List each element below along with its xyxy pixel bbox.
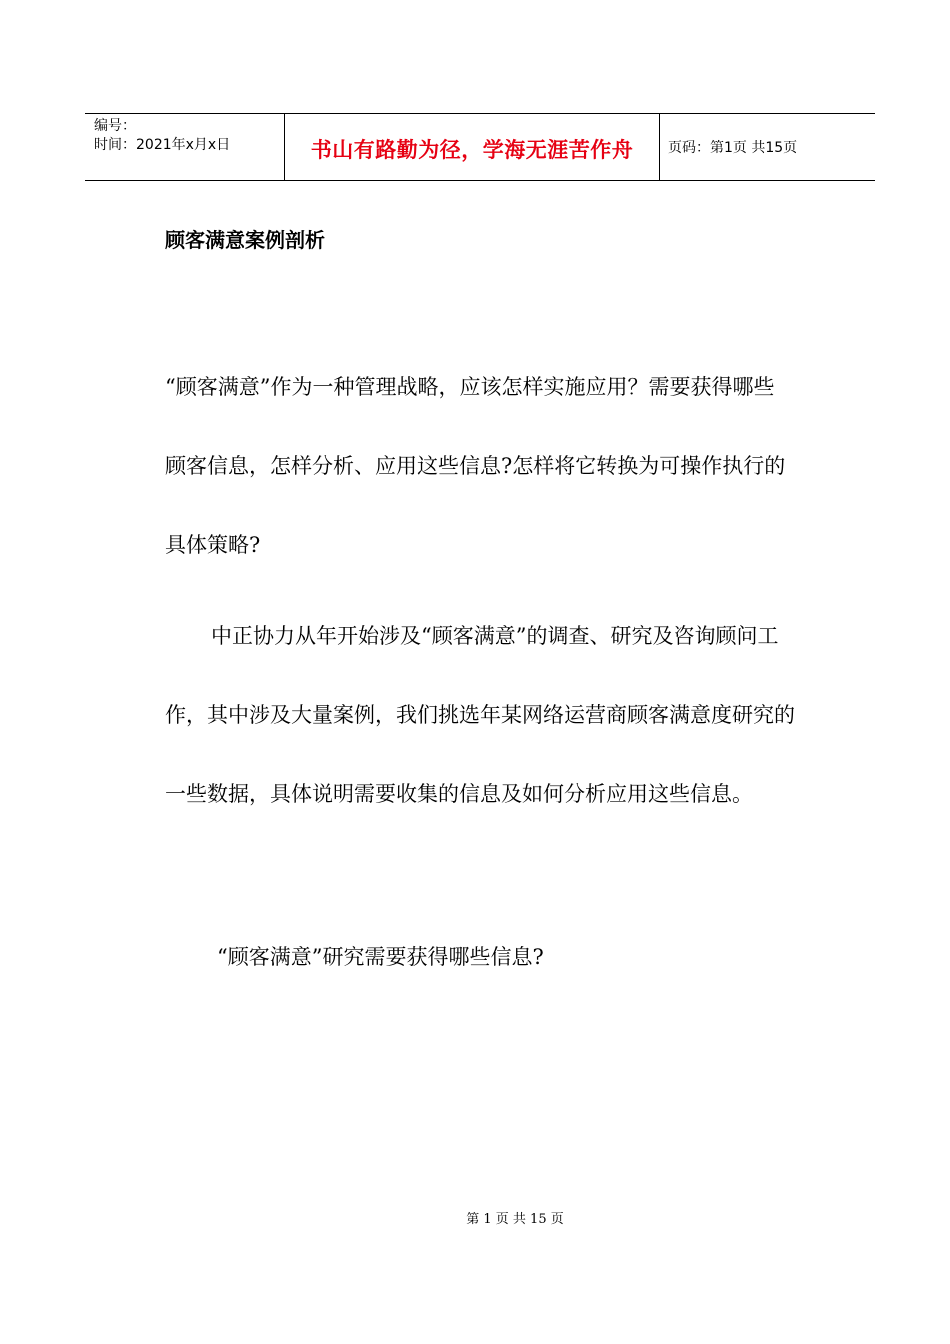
- page-footer: 第 1 页 共 15 页: [466, 1212, 564, 1227]
- document-time-label: 时间：2021年x月x日: [94, 137, 231, 153]
- document-number-label: 编号：: [94, 118, 136, 134]
- document-title: 顾客满意案例剖析: [165, 228, 325, 252]
- header-page-info: 页码：第1页 共15页: [668, 140, 798, 156]
- header-meta: [85, 114, 285, 180]
- body-paragraph: “顾客满意”作为一种管理战略，应该怎样实施应用？需要获得哪些顾客信息，怎样分析、应用这些信息?怎样将它转换为可操作执行的具体策略?: [165, 375, 786, 557]
- header-motto: 书山有路勤为径，学海无涯苦作舟: [285, 114, 660, 180]
- body-paragraph: “顾客满意”研究需要获得哪些信息?: [217, 945, 544, 969]
- page-header: [85, 113, 875, 181]
- body-paragraph: 中正协力从年开始涉及“顾客满意”的调查、研究及咨询顾问工作，其中涉及大量案例，我们挑选年某网络运营商顾客满意度研究的一些数据，具体说明需要收集的信息及如何分析应用这些信息。: [165, 624, 795, 806]
